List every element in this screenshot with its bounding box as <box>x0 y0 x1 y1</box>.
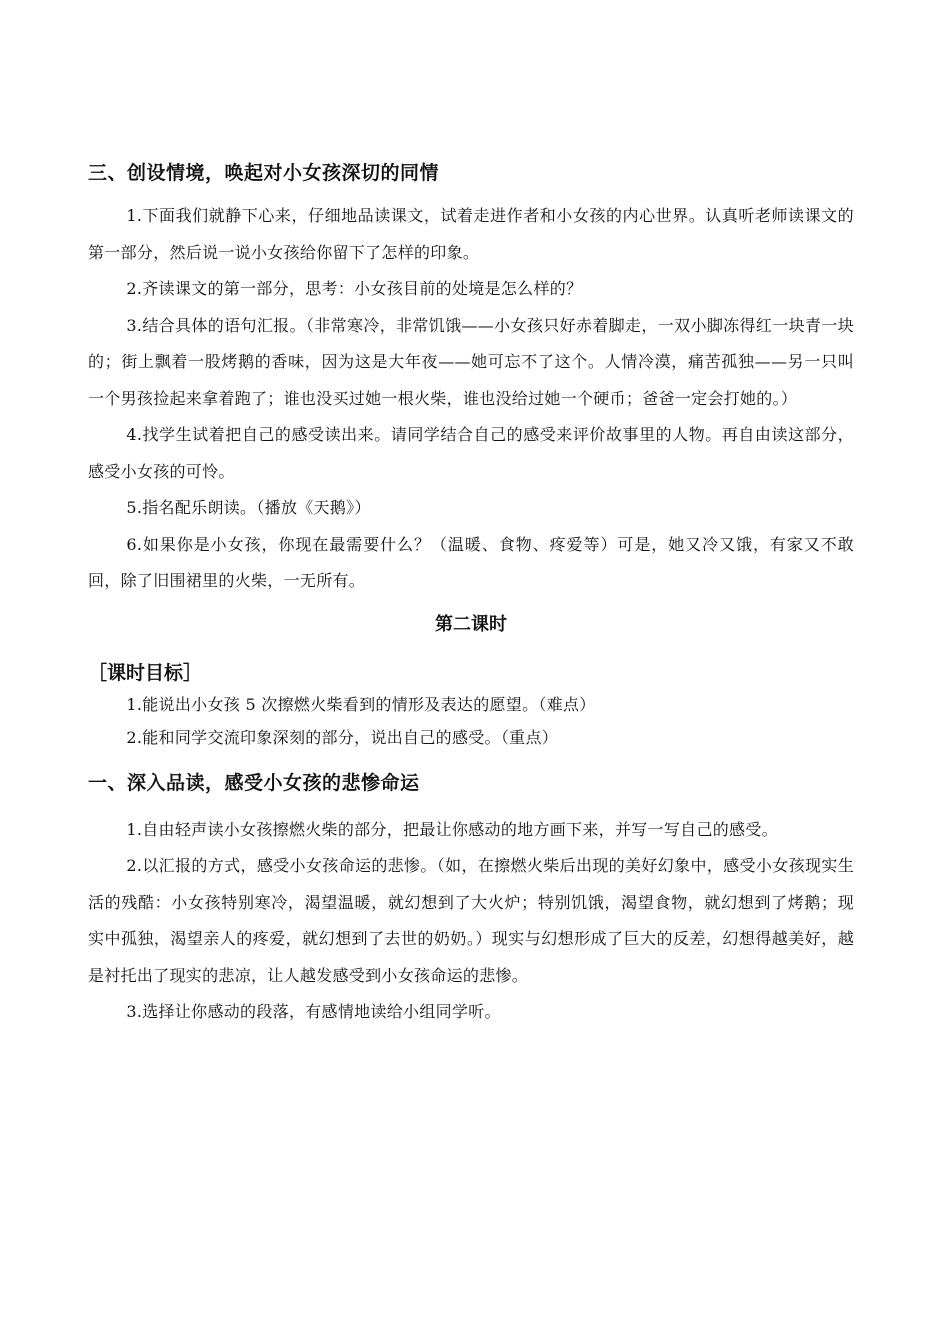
section-3-paragraph-5: 5.指名配乐朗读。（播放《天鹅》） <box>126 498 371 517</box>
section-1-heading: 一、深入品读，感受小女孩的悲惨命运 <box>88 771 420 794</box>
lesson-goal-1: 1.能说出小女孩 5 次擦燃火柴看到的情形及表达的愿望。（难点） <box>126 694 596 714</box>
section-3-paragraph-4: 4.找学生试着把自己的感受读出来。请同学结合自己的感受来评价故事里的人物。再自由读这部分，感受小女孩的可怜。 <box>88 425 854 481</box>
lesson-2-title: 第二课时 <box>435 613 507 635</box>
section-3-heading: 三、创设情境，唤起对小女孩深切的同情 <box>88 162 440 184</box>
section-3-paragraph-2: 2.齐读课文的第一部分，思考：小女孩目前的处境是怎么样的？ <box>126 279 583 298</box>
section-1-paragraph-1: 1.自由轻声读小女孩擦燃火柴的部分，把最让你感动的地方画下来，并写一写自己的感受。 <box>126 819 778 839</box>
lesson-goals-heading: ［课时目标］ <box>88 661 203 684</box>
section-1-paragraph-2: 2.以汇报的方式，感受小女孩命运的悲惨。（如，在擦燃火柴后出现的美好幻象中，感受小女孩现实生活的残酷：小女孩特别寒冷，渴望温暖，就幻想到了大火炉；特别饥饿，渴望食物，就幻想到了烤鹅；现实中孤独，渴望亲人的疼爱，就幻想到了去世的奶奶。）现实与幻想形成了巨大的反差，幻想得越美好，越是衬托出了现实的悲凉，让人越发感受到小女孩命运的悲惨。 <box>88 856 854 985</box>
lesson-goal-2: 2.能和同学交流印象深刻的部分，说出自己的感受。（重点） <box>126 727 559 747</box>
document-page <box>88 158 854 1031</box>
section-3-paragraph-3: 3.结合具体的语句汇报。（非常寒冷，非常饥饿——小女孩只好赤着脚走，一双小脚冻得红一块青一块的；街上飘着一股烤鹅的香味，因为这是大年夜——她可忘不了这个。人情冷漠，痛苦孤独——另一只叫一个男孩捡起来拿着跑了；谁也没买过她一根火柴，谁也没给过她一个硬币；爸爸一定会打她的。） <box>88 315 854 408</box>
section-3-paragraph-6: 6.如果你是小女孩，你现在最需要什么？（温暖、食物、疼爱等）可是，她又冷又饿，有家又不敢回，除了旧围裙里的火柴，一无所有。 <box>88 534 854 590</box>
section-3-paragraph-1: 1.下面我们就静下心来，仔细地品读课文，试着走进作者和小女孩的内心世界。认真听老师读课文的第一部分，然后说一说小女孩给你留下了怎样的印象。 <box>88 206 854 262</box>
section-1-paragraph-3: 3.选择让你感动的段落，有感情地读给小组同学听。 <box>126 1002 501 1021</box>
